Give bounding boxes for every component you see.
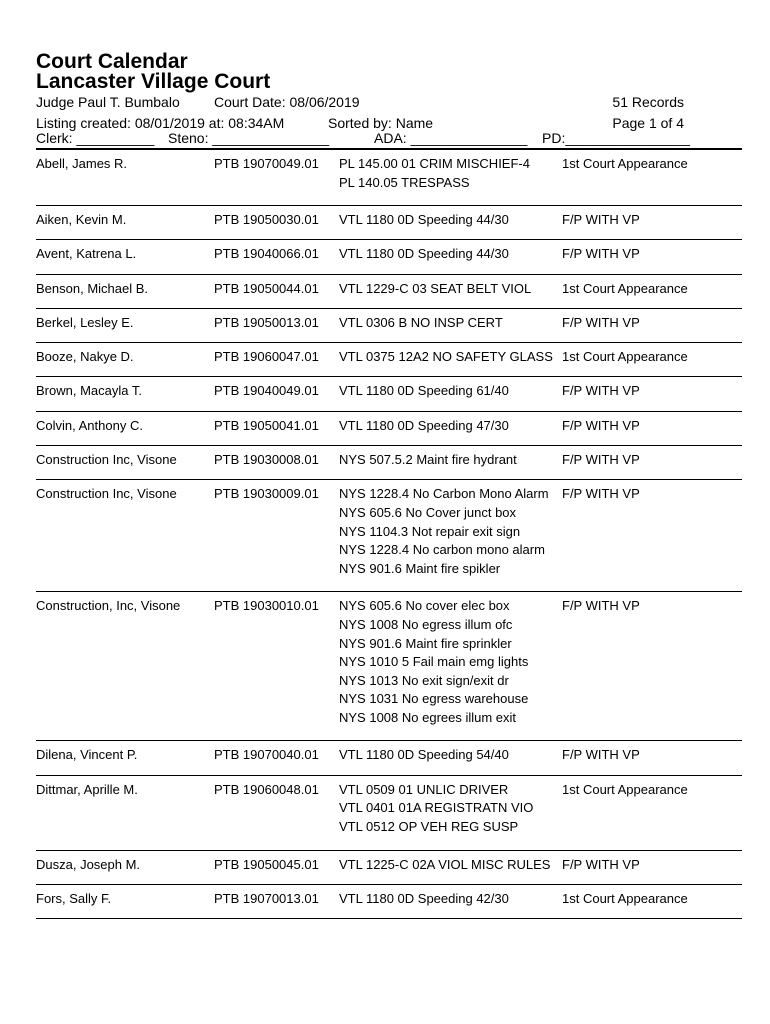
charges — [339, 781, 533, 837]
charges — [339, 245, 509, 264]
defendant-name: Construction Inc, Visone — [36, 452, 177, 468]
charge-line: NYS 1031 No egress warehouse — [339, 691, 529, 707]
charge-line: VTL 1180 0D Speeding 61/40 — [339, 383, 509, 399]
case-number: PTB 19050045.01 — [214, 856, 319, 872]
charge-line: NYS 1104.3 Not repair exit sign — [339, 523, 521, 539]
charges — [339, 746, 509, 765]
clerk-field: Clerk: __________ — [36, 130, 155, 146]
case-number: PTB 19040066.01 — [214, 246, 319, 262]
charges — [339, 597, 528, 727]
charge-line: VTL 0306 B NO INSP CERT — [339, 314, 503, 330]
charge-line: NYS 605.6 No cover elec box — [339, 598, 510, 614]
case-number: PTB 19070040.01 — [214, 747, 319, 763]
appearance-status: F/P WITH VP — [562, 314, 640, 330]
calendar-row — [36, 377, 742, 411]
defendant-name: Dittmar, Aprille M. — [36, 781, 138, 797]
charge-line: VTL 0401 01A REGISTRATN VIO — [339, 800, 534, 816]
appearance-status: 1st Court Appearance — [562, 156, 688, 171]
charge-line: VTL 1180 0D Speeding 44/30 — [339, 246, 509, 262]
charges — [339, 417, 509, 436]
document-title: Court Calendar — [36, 50, 188, 73]
appearance-status: 1st Court Appearance — [562, 781, 688, 797]
charge-line: VTL 0375 12A2 NO SAFETY GLASS — [339, 349, 553, 365]
judge-name: Judge Paul T. Bumbalo — [36, 94, 180, 110]
charges — [339, 280, 531, 299]
charge-line: VTL 1225-C 02A VIOL MISC RULES — [339, 856, 551, 872]
appearance-status: F/P WITH VP — [562, 452, 640, 468]
calendar-row — [36, 741, 742, 775]
charge-line: NYS 1008 No egrees illum exit — [339, 709, 517, 725]
calendar-row — [36, 343, 742, 377]
charges — [339, 211, 509, 230]
defendant-name: Construction, Inc, Visone — [36, 598, 181, 614]
case-number: PTB 19040049.01 — [214, 383, 319, 399]
charge-line: NYS 1008 No egress illum ofc — [339, 616, 513, 632]
case-number: PTB 19060048.01 — [214, 781, 319, 797]
defendant-name: Avent, Katrena L. — [36, 246, 137, 262]
appearance-status: 1st Court Appearance — [562, 280, 688, 296]
charge-line: NYS 605.6 No Cover junct box — [339, 504, 517, 520]
appearance-status: F/P WITH VP — [562, 747, 640, 763]
calendar-row — [36, 885, 742, 919]
case-number: PTB 19050044.01 — [214, 280, 319, 296]
charge-line: VTL 1229-C 03 SEAT BELT VIOL — [339, 280, 532, 296]
charge-line: VTL 1180 0D Speeding 47/30 — [339, 417, 509, 433]
charge-line: NYS 507.5.2 Maint fire hydrant — [339, 452, 517, 468]
calendar-row — [36, 592, 742, 741]
appearance-status: F/P WITH VP — [562, 383, 640, 399]
calendar-list — [36, 150, 742, 919]
case-number: PTB 19030009.01 — [214, 486, 319, 502]
appearance-status: F/P WITH VP — [562, 486, 640, 502]
defendant-name: Berkel, Lesley E. — [36, 314, 134, 330]
appearance-status: F/P WITH VP — [562, 856, 640, 872]
calendar-row — [36, 446, 742, 480]
defendant-name: Colvin, Anthony C. — [36, 417, 143, 433]
calendar-row — [36, 776, 742, 851]
charge-line: NYS 901.6 Maint fire sprinkler — [339, 635, 512, 651]
court-name: Lancaster Village Court — [36, 70, 271, 93]
defendant-name: Benson, Michael B. — [36, 280, 149, 296]
calendar-row — [36, 240, 742, 274]
court-date: Court Date: 08/06/2019 — [214, 94, 360, 110]
charge-line: VTL 1180 0D Speeding 42/30 — [339, 890, 509, 906]
appearance-status: 1st Court Appearance — [562, 349, 688, 365]
calendar-row — [36, 480, 742, 592]
case-number: PTB 19070013.01 — [214, 890, 319, 906]
record-count: 51 Records — [612, 94, 684, 110]
defendant-name: Brown, Macayla T. — [36, 383, 142, 399]
charge-line: VTL 0512 OP VEH REG SUSP — [339, 818, 519, 834]
case-number: PTB 19050030.01 — [214, 212, 319, 227]
defendant-name: Dusza, Joseph M. — [36, 856, 141, 872]
charges — [339, 155, 530, 192]
charge-line: VTL 0509 01 UNLIC DRIVER — [339, 781, 509, 797]
case-number: PTB 19050013.01 — [214, 314, 319, 330]
charge-line: NYS 1228.4 No carbon mono alarm — [339, 542, 545, 558]
defendant-name: Fors, Sally F. — [36, 890, 112, 906]
charges — [339, 314, 503, 333]
case-number: PTB 19030008.01 — [214, 452, 319, 468]
appearance-status: 1st Court Appearance — [562, 890, 688, 906]
charge-line: VTL 1180 0D Speeding 44/30 — [339, 212, 509, 227]
charges — [339, 485, 549, 578]
appearance-status: F/P WITH VP — [562, 417, 640, 433]
charge-line: NYS 1228.4 No Carbon Mono Alarm — [339, 486, 549, 502]
pd-field: PD:________________ — [542, 130, 690, 146]
calendar-row — [36, 412, 742, 446]
defendant-name: Dilena, Vincent P. — [36, 747, 138, 763]
defendant-name: Aiken, Kevin M. — [36, 212, 127, 227]
steno-field: Steno: _______________ — [168, 130, 330, 146]
charge-line: NYS 901.6 Maint fire spikler — [339, 560, 501, 576]
charge-line: PL 140.05 TRESPASS — [339, 174, 470, 190]
charge-line: VTL 1180 0D Speeding 54/40 — [339, 747, 509, 763]
charges — [339, 890, 509, 909]
case-number: PTB 19070049.01 — [214, 156, 319, 171]
calendar-row — [36, 206, 742, 240]
case-number: PTB 19050041.01 — [214, 417, 319, 433]
appearance-status: F/P WITH VP — [562, 246, 640, 262]
appearance-status: F/P WITH VP — [562, 212, 640, 227]
charges — [339, 382, 509, 401]
calendar-row — [36, 851, 742, 885]
calendar-row — [36, 150, 742, 206]
charge-line: NYS 1010 5 Fail main emg lights — [339, 654, 529, 670]
defendant-name: Abell, James R. — [36, 156, 128, 171]
case-number: PTB 19030010.01 — [214, 598, 319, 614]
charges — [339, 451, 517, 470]
ada-field: ADA: _______________ — [374, 130, 528, 146]
charge-line: NYS 1013 No exit sign/exit dr — [339, 672, 509, 688]
calendar-row — [36, 275, 742, 309]
sorted-by: Sorted by: Name — [328, 115, 434, 131]
case-number: PTB 19060047.01 — [214, 349, 319, 365]
page-number: Page 1 of 4 — [612, 115, 684, 131]
listing-created: Listing created: 08/01/2019 at: 08:34AM — [36, 115, 285, 131]
defendant-name: Construction Inc, Visone — [36, 486, 177, 502]
charges — [339, 856, 550, 875]
charge-line: PL 145.00 01 CRIM MISCHIEF-4 — [339, 156, 530, 171]
appearance-status: F/P WITH VP — [562, 598, 640, 614]
calendar-row — [36, 309, 742, 343]
charges — [339, 348, 553, 367]
defendant-name: Booze, Nakye D. — [36, 349, 134, 365]
